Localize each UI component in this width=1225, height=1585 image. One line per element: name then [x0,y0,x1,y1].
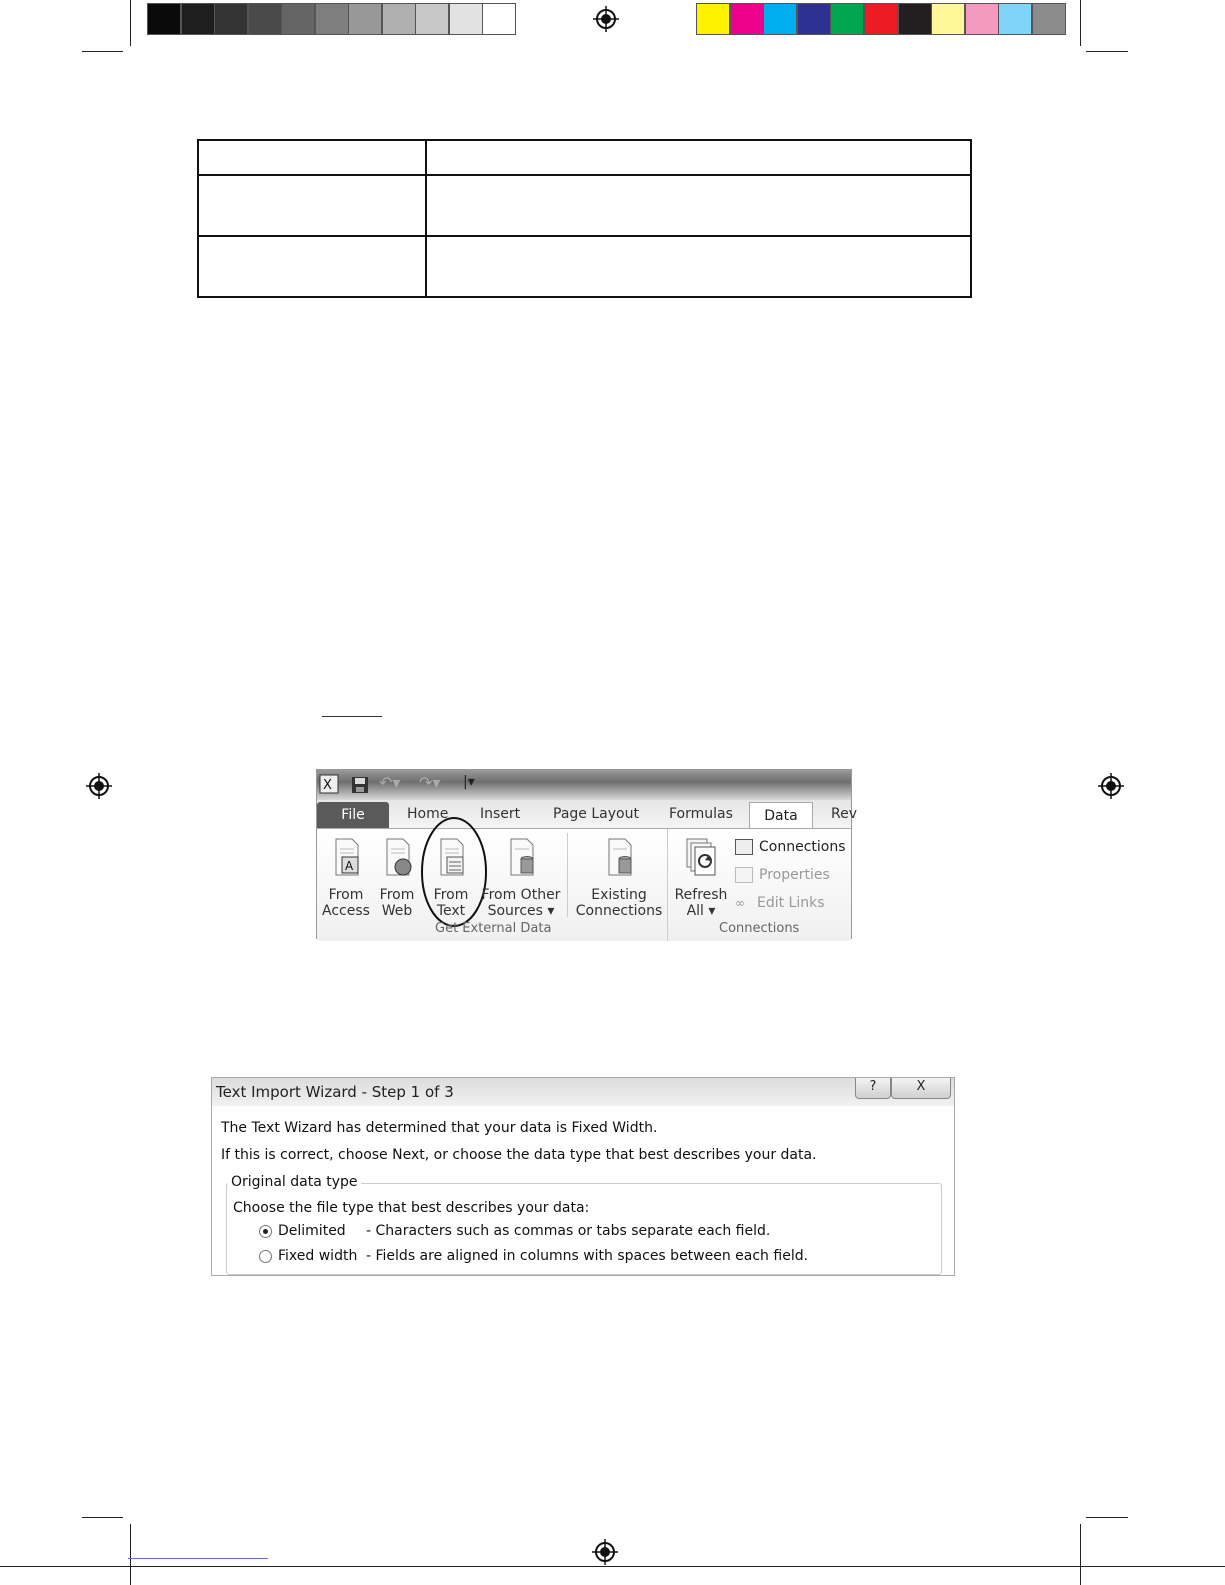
tab-page-layout[interactable]: Page Layout [553,806,639,822]
group-label-get-external-data: Get External Data [435,921,552,936]
registration-mark-icon [593,6,619,32]
from-other-label-1: From Other [481,887,561,903]
from-text-label-2: Text [436,903,466,919]
excel-ribbon-screenshot [316,769,857,939]
from-access-label-1: From [328,887,364,903]
gray-swatch [214,3,248,35]
color-swatch [998,3,1032,35]
color-swatch [1032,3,1066,35]
fixed-width-description: - Fields are aligned in columns with spaces between each field. [366,1248,809,1264]
tab-review[interactable]: Rev [831,806,857,822]
from-text-label-1: From [433,887,469,903]
excel-logo-icon[interactable] [319,774,339,794]
text-import-wizard-dialog [211,1077,955,1276]
group-separator [567,833,568,917]
gray-swatch [315,3,349,35]
svg-text:A: A [345,859,354,873]
color-swatch [696,3,730,35]
refresh-icon [683,835,719,877]
crop-mark [82,1517,123,1518]
from-web-button[interactable] [375,835,419,919]
delimited-radio[interactable] [259,1225,272,1238]
access-database-icon [330,835,362,877]
tab-file[interactable]: File [317,802,389,828]
dialog-title: Text Import Wizard - Step 1 of 3 [216,1083,454,1101]
gray-swatch [248,3,282,35]
ribbon-body [317,828,851,941]
registration-mark-icon [86,773,112,799]
gray-swatch [482,3,516,35]
existing-connections-button[interactable] [573,835,665,919]
gray-swatch [348,3,382,35]
color-swatch [730,3,764,35]
connections-button[interactable] [735,839,846,855]
svg-text:X: X [323,778,332,793]
existing-connections-icon [603,835,635,877]
registration-mark-icon [1098,773,1124,799]
quick-access-toolbar [317,770,851,800]
gray-swatch [382,3,416,35]
crop-mark [1086,1517,1128,1518]
color-swatch [830,3,864,35]
color-swatch [763,3,797,35]
tab-data[interactable]: Data [749,802,813,829]
fixed-width-radio[interactable] [259,1250,272,1263]
color-swatch [965,3,999,35]
group-label: Original data type [228,1174,361,1190]
registration-mark-icon [592,1539,618,1565]
choose-file-type-label: Choose the file type that best describes your data: [233,1200,590,1216]
trim-line [0,1566,1225,1567]
refresh-all-button[interactable] [673,835,729,919]
dialog-title-bar [212,1078,954,1106]
row-divider [199,235,970,237]
connections-label: Connections [759,839,846,855]
wizard-line-2: If this is correct, choose Next, or choose the data type that best describes your data. [221,1147,817,1163]
highlight-ellipse [417,815,491,929]
edit-links-icon: ∞ [735,896,745,910]
color-swatch [797,3,831,35]
edit-links-button[interactable] [735,895,825,911]
color-swatch [898,3,932,35]
crop-mark [130,0,131,46]
row-divider [199,174,970,176]
save-icon[interactable] [351,776,369,794]
ribbon-tabs [317,800,857,828]
group-label-connections: Connections [719,921,800,936]
undo-icon[interactable]: ↶▾ [379,773,401,792]
close-button[interactable]: X [891,1078,951,1099]
gray-swatch [147,3,181,35]
gray-swatch [415,3,449,35]
from-web-label-1: From [379,887,415,903]
web-globe-icon [381,835,413,877]
crop-mark [1086,51,1128,52]
tab-home[interactable]: Home [407,806,449,822]
redo-icon[interactable]: ↷▾ [419,773,441,792]
fixed-width-label[interactable]: Fixed width [278,1248,358,1264]
edit-links-label: Edit Links [757,895,825,911]
bottom-rule [128,1558,268,1559]
connections-icon [735,839,753,855]
crop-mark [82,51,123,52]
from-other-label-2: Sources ▾ [487,903,555,919]
properties-icon [735,867,753,883]
crop-mark [1080,0,1081,46]
from-access-label-2: Access [322,903,370,919]
crop-mark [130,1524,131,1585]
properties-label: Properties [759,867,830,883]
empty-table [197,139,972,298]
from-other-sources-button[interactable] [481,835,561,919]
help-button[interactable]: ? [855,1078,891,1099]
from-access-button[interactable] [321,835,371,919]
gray-swatch [181,3,215,35]
tab-formulas[interactable]: Formulas [669,806,733,822]
existing-label-1: Existing [591,887,647,903]
properties-button[interactable] [735,867,830,883]
other-sources-icon [505,835,537,877]
gray-swatch [449,3,483,35]
delimited-description: - Characters such as commas or tabs separate each field. [366,1223,771,1239]
group-separator [667,829,668,941]
delimited-label[interactable]: Delimited [278,1223,346,1239]
wizard-line-1: The Text Wizard has determined that your data is Fixed Width. [221,1120,658,1136]
gray-swatch [281,3,315,35]
color-swatch [864,3,898,35]
column-divider [425,141,427,296]
underline-mark [322,716,382,717]
tab-insert[interactable]: Insert [480,806,521,822]
from-web-label-2: Web [381,903,413,919]
crop-mark [1080,1524,1081,1585]
refresh-label-2: All ▾ [686,903,716,919]
existing-label-2: Connections [575,903,663,919]
customize-qat-icon[interactable]: |▾ [463,774,475,790]
color-swatch [931,3,965,35]
refresh-label-1: Refresh [674,887,728,903]
